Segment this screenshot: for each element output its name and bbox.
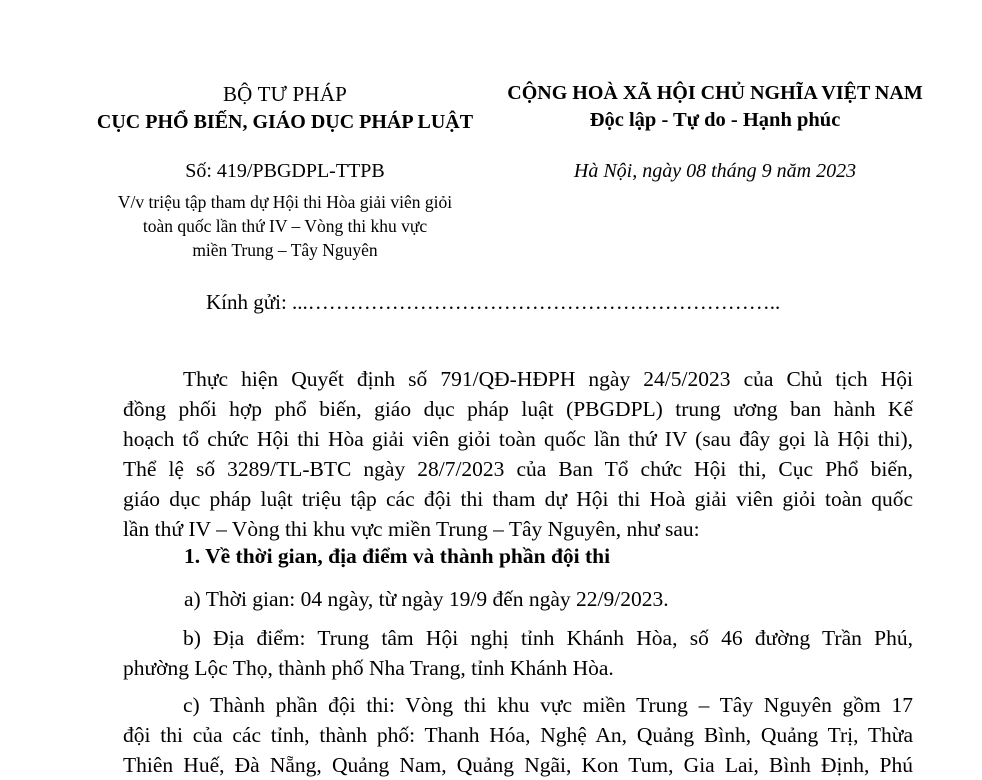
intro-line: Thực hiện Quyết định số 791/QĐ-HĐPH ngày 24/5/2023 của Chủ tịch Hội (183, 367, 913, 391)
item-b-location (123, 623, 913, 683)
item-c-line: đội thi của các tỉnh, thành phố: Thanh Hóa, Nghệ An, Quảng Bình, Quảng Trị, Thừa (123, 723, 913, 747)
document-number: Số: 419/PBGDPL-TTPB (185, 160, 385, 182)
item-b-line: phường Lộc Thọ, thành phố Nha Trang, tỉnh Khánh Hòa. (123, 656, 614, 680)
intro-line: Thể lệ số 3289/TL-BTC ngày 28/7/2023 của Ban Tổ chức Hội thi, Cục Phổ biến, (123, 457, 913, 481)
recipient-line: Kính gửi: ...………………………………………………………….. (206, 290, 781, 314)
national-motto: Độc lập - Tự do - Hạnh phúc (589, 109, 841, 131)
intro-line: đồng phối hợp phổ biến, giáo dục pháp luật (PBGDPL) trung ương ban hành Kế (123, 397, 913, 421)
ministry-name: BỘ TƯ PHÁP (222, 82, 348, 106)
section-heading: 1. Về thời gian, địa điểm và thành phần đội thi (184, 544, 611, 568)
subject-line: V/v triệu tập tham dự Hội thi Hòa giải viên giỏi (117, 192, 453, 212)
country-name: CỘNG HOÀ XÃ HỘI CHỦ NGHĨA VIỆT NAM (507, 82, 923, 104)
item-c-teams (123, 690, 913, 780)
department-name: CỤC PHỔ BIẾN, GIÁO DỤC PHÁP LUẬT (96, 111, 474, 133)
intro-line: hoạch tổ chức Hội thi Hòa giải viên giỏi toàn quốc lần thứ IV (sau đây gọi là Hội thi), (123, 427, 913, 451)
intro-line: giáo dục pháp luật triệu tập các đội thi tham dự Hội thi Hoà giải viên giỏi toàn quốc (123, 487, 913, 511)
place-and-date: Hà Nội, ngày 08 tháng 9 năm 2023 (573, 160, 857, 182)
item-a-time: a) Thời gian: 04 ngày, từ ngày 19/9 đến ngày 22/9/2023. (184, 587, 669, 611)
item-c-line: Thiên Huế, Đà Nẵng, Quảng Nam, Quảng Ngãi, Kon Tum, Gia Lai, Bình Định, Phú (123, 753, 913, 777)
intro-line: lần thứ IV – Vòng thi khu vực miền Trung – Tây Nguyên, như sau: (123, 517, 700, 541)
subject-line: miền Trung – Tây Nguyên (192, 240, 378, 260)
item-b-line: b) Địa điểm: Trung tâm Hội nghị tỉnh Khánh Hòa, số 46 đường Trần Phú, (183, 626, 913, 650)
subject-line: toàn quốc lần thứ IV – Vòng thi khu vực (142, 216, 428, 236)
item-c-line: c) Thành phần đội thi: Vòng thi khu vực miền Trung – Tây Nguyên gồm 17 (183, 693, 913, 717)
intro-paragraph (123, 364, 913, 544)
